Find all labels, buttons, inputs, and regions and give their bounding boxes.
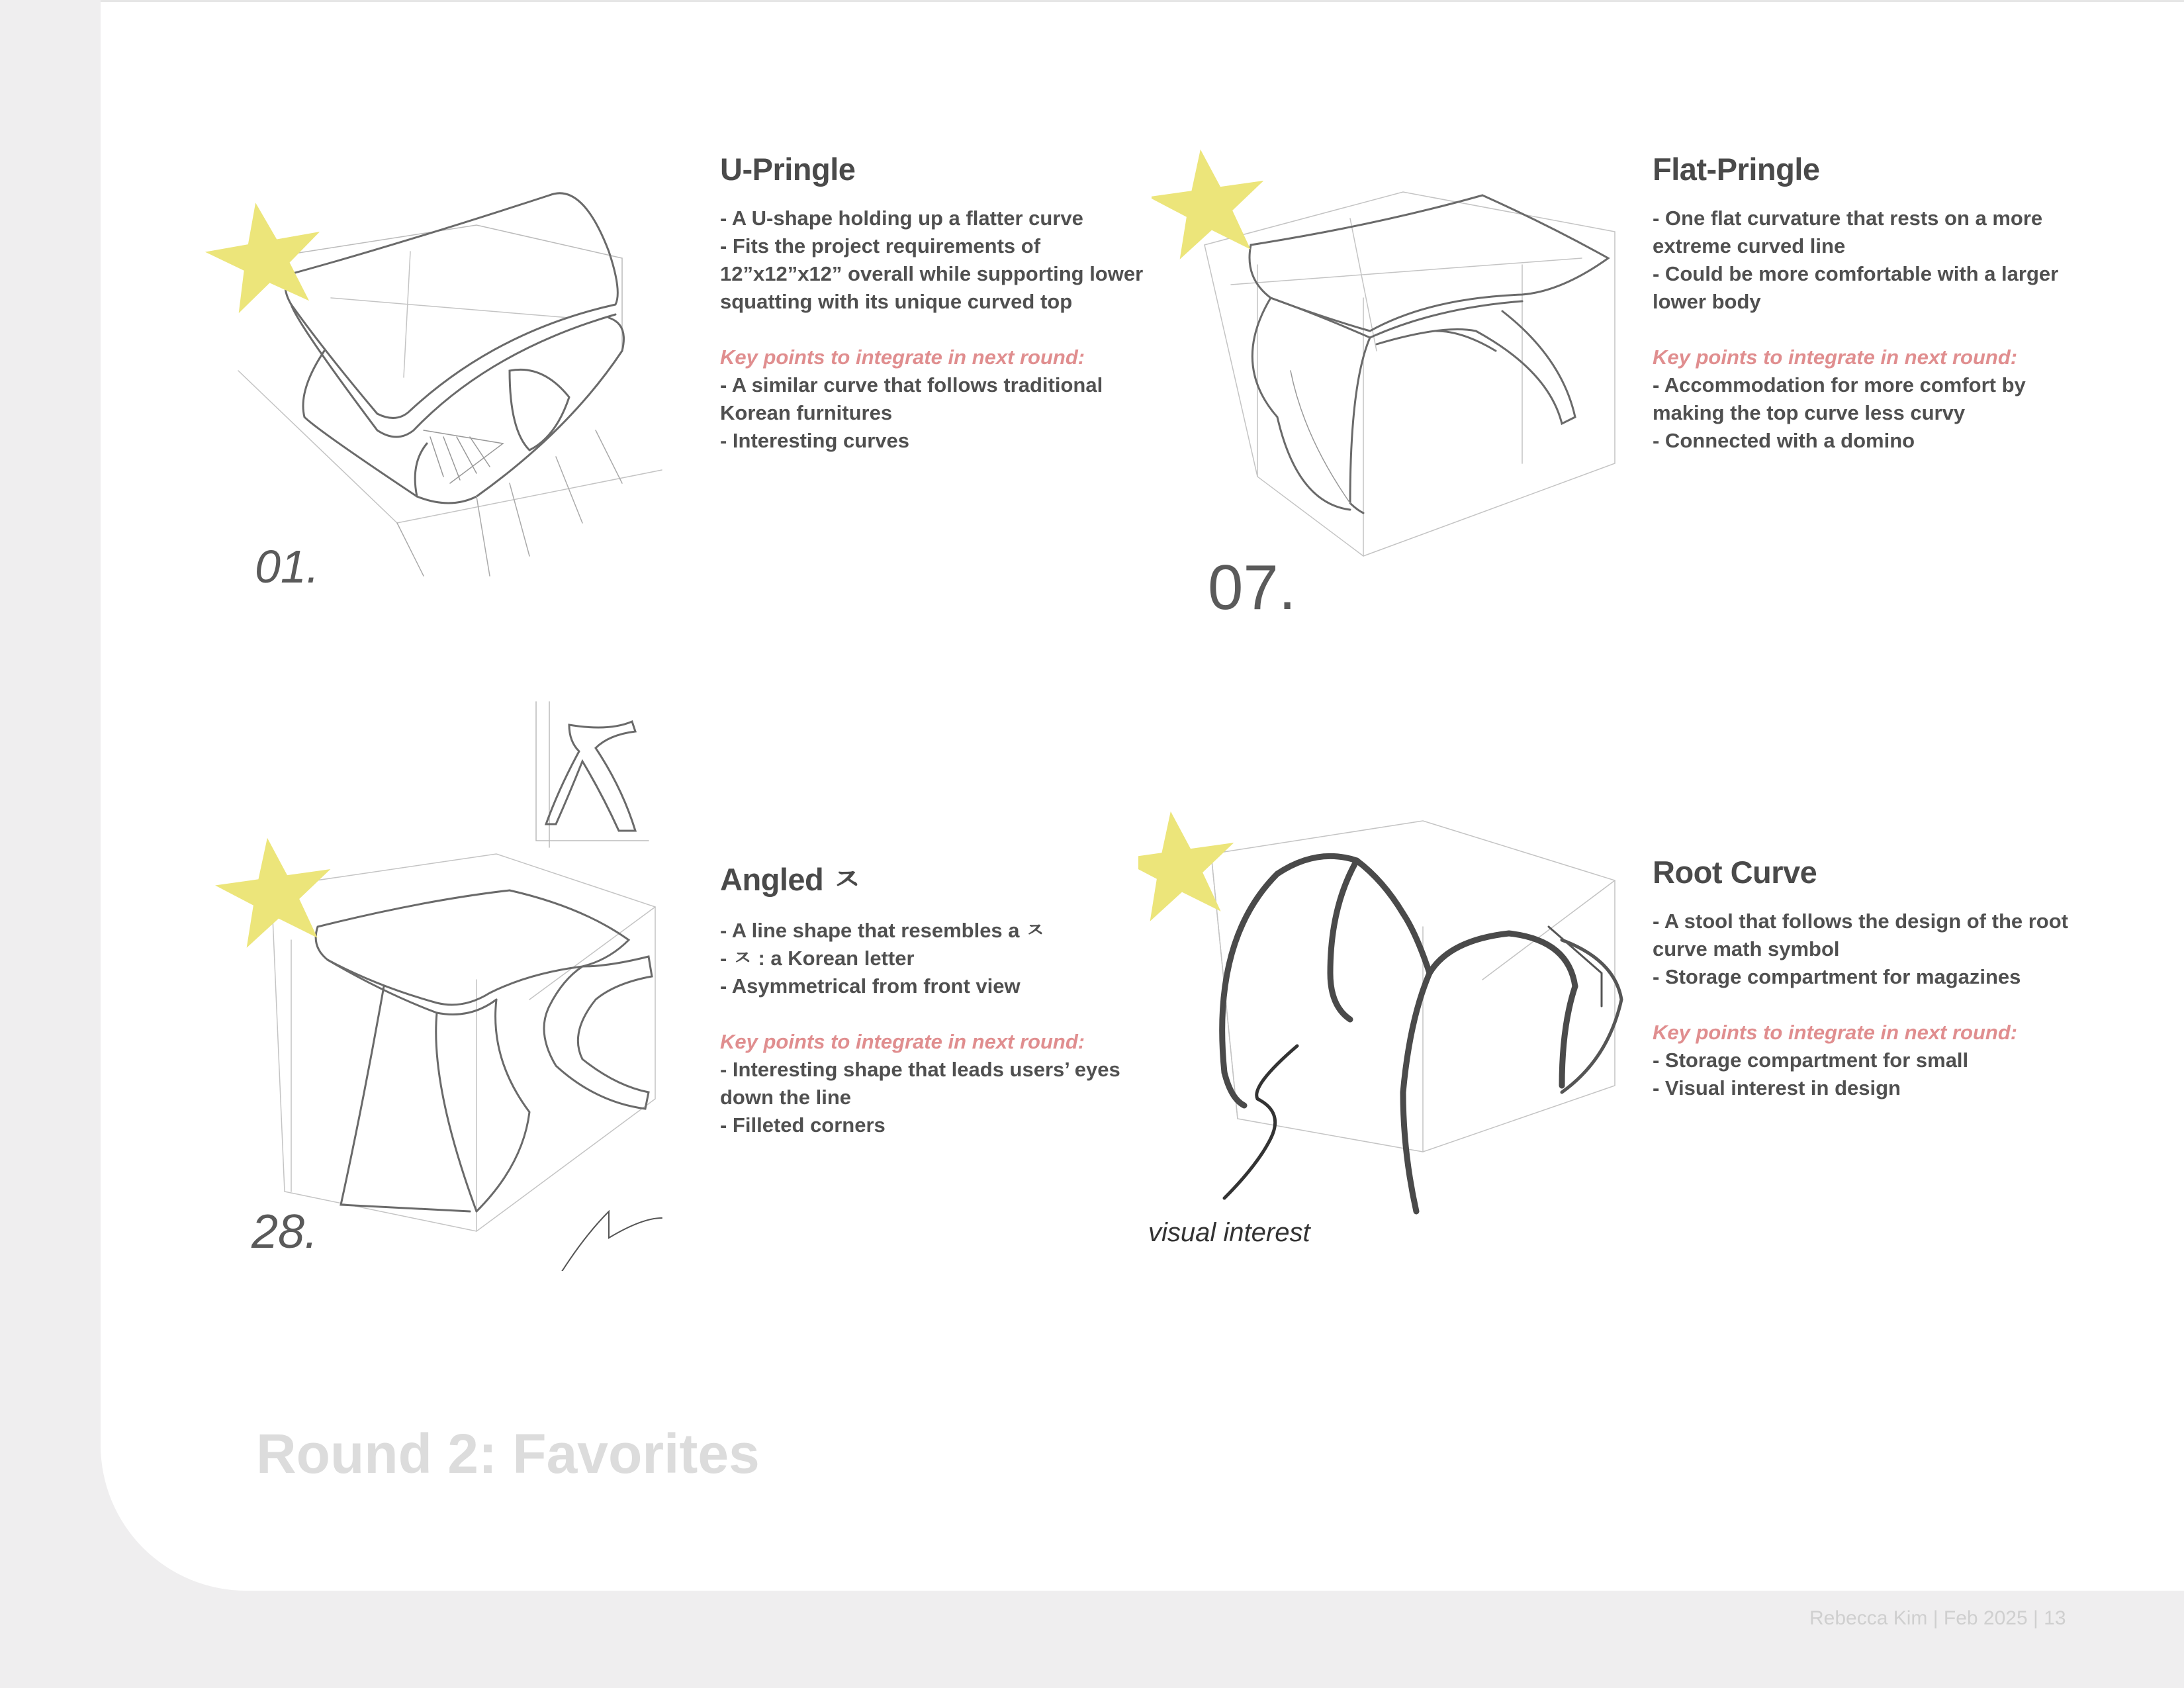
sketch-annotation: visual interest [1148, 1218, 1310, 1247]
note-line: - A stool that follows the design of the root [1653, 910, 2068, 933]
design-root-curve [1653, 854, 2089, 1102]
key-points-heading: Key points to integrate in next round: [720, 346, 1085, 369]
page-number: 13 [2044, 1607, 2066, 1629]
key-points-heading: Key points to integrate in next round: [1653, 346, 2018, 369]
sketch-number: 28. [251, 1205, 318, 1258]
footer-date: Feb 2025 [1943, 1607, 2028, 1629]
key-point-line: - A similar curve that follows traditional [720, 373, 1103, 397]
star-icon [199, 193, 332, 317]
key-point-line: - Visual interest in design [1653, 1076, 1901, 1100]
design-title: Root Curve [1653, 855, 1817, 890]
page-title: Round 2: Favorites [256, 1423, 760, 1485]
design-angled-j [720, 855, 1157, 1139]
footer-author: Rebecca Kim [1809, 1607, 1928, 1629]
note-line: - One flat curvature that rests on a more [1653, 207, 2043, 230]
design-u-pringle [720, 151, 1157, 455]
key-point-line: - Storage compartment for small [1653, 1049, 1969, 1072]
key-points-heading: Key points to integrate in next round: [1653, 1021, 2018, 1044]
footer-separator: | [2033, 1607, 2038, 1629]
design-title: U-Pringle [720, 152, 856, 187]
note-line: - Storage compartment for magazines [1653, 965, 2021, 988]
note-line: 12”x12”x12” overall while supporting lower [720, 262, 1144, 285]
key-points-heading: Key points to integrate in next round: [720, 1030, 1085, 1053]
sketch-angled-j [212, 688, 702, 1271]
star-icon [212, 830, 340, 951]
footer-separator: | [1933, 1607, 1938, 1629]
footer [1809, 1607, 2066, 1630]
key-point-line: - Interesting shape that leads users’ eyes [720, 1058, 1120, 1081]
key-point-line: - Accommodation for more comfort by [1653, 373, 2026, 397]
key-point-line: Korean furnitures [720, 401, 893, 424]
note-line: - Fits the project requirements of [720, 234, 1041, 258]
sketch-u-pringle [199, 152, 688, 616]
design-title: Angled ㅈ [720, 862, 862, 897]
star-icon [1138, 808, 1243, 924]
key-point-line: - Interesting curves [720, 429, 909, 452]
note-line: squatting with its unique curved top [720, 290, 1073, 313]
note-line: - A U-shape holding up a flatter curve [720, 207, 1083, 230]
design-flat-pringle [1653, 151, 2089, 455]
note-line: lower body [1653, 290, 1761, 313]
note-line: - ㅈ : a Korean letter [720, 947, 915, 970]
key-point-line: down the line [720, 1086, 852, 1109]
key-point-line: - Filleted corners [720, 1113, 886, 1137]
sketch-number: 07. [1208, 552, 1297, 623]
key-point-line: - Connected with a domino [1653, 429, 1915, 452]
sketch-root-curve [1138, 808, 1628, 1271]
note-line: - Asymmetrical from front view [720, 974, 1021, 998]
note-line: extreme curved line [1653, 234, 1846, 258]
key-point-line: making the top curve less curvy [1653, 401, 1966, 424]
note-line: curve math symbol [1653, 937, 1840, 961]
design-title: Flat-Pringle [1653, 152, 1820, 187]
sketch-number: 01. [255, 541, 320, 592]
note-line: - A line shape that resembles a ㅈ [720, 919, 1046, 942]
note-line: - Could be more comfortable with a larger [1653, 262, 2059, 285]
sketch-flat-pringle [1152, 132, 1628, 635]
